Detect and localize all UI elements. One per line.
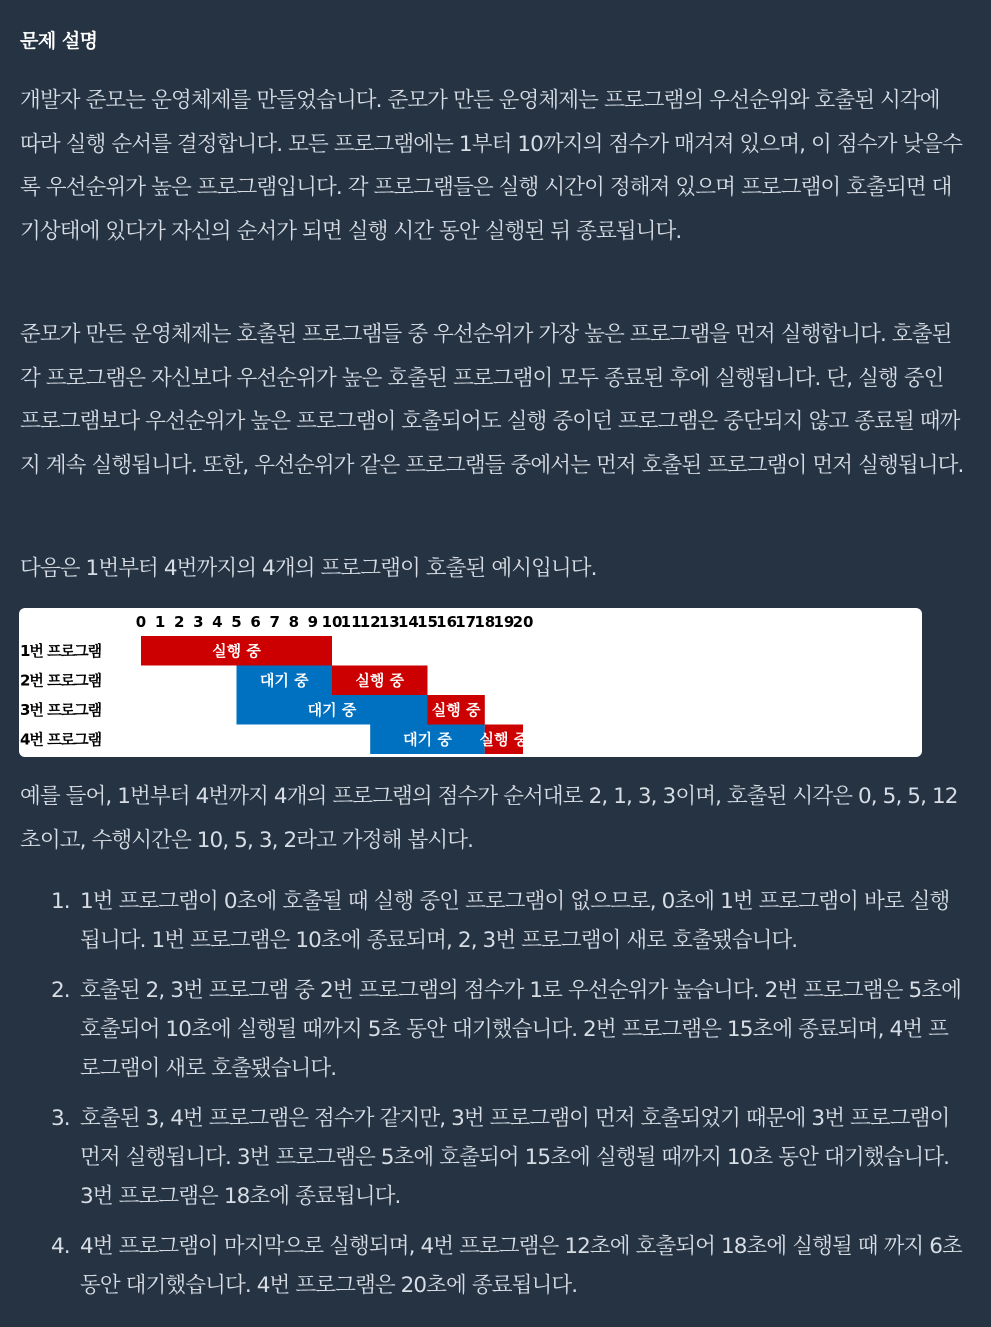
x-tick-label: 19 xyxy=(493,613,515,631)
x-tick-label: 11 xyxy=(340,613,362,631)
x-tick-label: 5 xyxy=(231,613,242,631)
row-label: 3번 프로그램 xyxy=(20,701,102,719)
paragraph-intro: 개발자 준모는 운영체제를 만들었습니다. 준모가 만든 운영체제는 프로그램의 우선순위와 호출된 시각에 따라 실행 순서를 결정합니다. 모든 프로그램에는 1부터 10까지의 점수가 매겨져 있으며, 이 점수가 낮을수록 우선순위가 높은 프로그램입니다. 각 프로그램들은 실행 시간이 정해져 있으며 프로그램이 호출되면 대기상태에 있다가 자신의 순서가 되면 실행 시간 동안 실행된 뒤 종료됩니다. xyxy=(20,88,962,244)
x-tick-label: 2 xyxy=(173,613,185,631)
x-tick-label: 1 xyxy=(154,613,166,631)
step-item xyxy=(20,971,965,1088)
step-text: 호출된 3, 4번 프로그램은 점수가 같지만, 3번 프로그램이 먼저 호출되었기 때문에 3번 프로그램이 먼저 실행됩니다. 3번 프로그램은 5초에 호출되어 15초에 실행될 때까지 10초 동안 대기했습니다. 3번 프로그램은 18초에 종료됩니다. xyxy=(80,1106,950,1209)
x-tick-label: 14 xyxy=(397,613,419,631)
step-item xyxy=(20,1099,965,1216)
step-text: 4번 프로그램이 마지막으로 실행되며, 4번 프로그램은 12초에 호출되어 18초에 실행될 때 까지 6초 동안 대기했습니다. 4번 프로그램은 20초에 종료됩니다. xyxy=(80,1234,962,1298)
x-tick-label: 8 xyxy=(288,613,300,631)
step-item xyxy=(20,882,965,960)
step-item xyxy=(20,1227,965,1305)
step-text: 호출된 2, 3번 프로그램 중 2번 프로그램의 점수가 1로 우선순위가 높습니다. 2번 프로그램은 5초에 호출되어 10초에 실행될 때까지 5초 동안 대기했습니다. 2번 프로그램은 15초에 종료되며, 4번 프로그램이 새로 호출됐습니다. xyxy=(80,978,961,1081)
step-text: 1번 프로그램이 0초에 호출될 때 실행 중인 프로그램이 없으므로, 0초에 1번 프로그램이 바로 실행됩니다. 1번 프로그램은 10초에 종료되며, 2, 3번 프로그램이 새로 호출됐습니다. xyxy=(80,889,950,953)
schedule-chart-svg xyxy=(19,608,922,757)
x-tick-label: 10 xyxy=(321,613,343,631)
bar-label: 대기 중 xyxy=(259,671,309,690)
x-tick-label: 0 xyxy=(135,613,147,631)
bar-label: 실행 중 xyxy=(479,730,529,749)
bar-label: 실행 중 xyxy=(355,671,405,690)
bar-label: 대기 중 xyxy=(403,730,452,749)
step-number: 3. xyxy=(51,1106,70,1131)
step-number: 2. xyxy=(51,978,70,1003)
x-tick-label: 20 xyxy=(512,613,534,631)
section-title: 문제 설명 xyxy=(20,30,98,52)
x-tick-label: 3 xyxy=(193,613,204,631)
schedule-chart xyxy=(19,608,922,757)
bar-label: 실행 중 xyxy=(431,701,481,719)
x-tick-label: 12 xyxy=(359,613,381,631)
x-tick-label: 7 xyxy=(269,613,280,631)
row-label: 1번 프로그램 xyxy=(20,642,102,660)
x-tick-label: 16 xyxy=(436,613,458,631)
x-tick-label: 13 xyxy=(378,613,400,631)
paragraph-example-intro: 다음은 1번부터 4번까지의 4개의 프로그램이 호출된 예시입니다. xyxy=(20,556,597,581)
x-tick-label: 6 xyxy=(250,613,261,631)
row-label: 2번 프로그램 xyxy=(20,671,102,690)
step-number: 1. xyxy=(51,889,70,914)
x-tick-label: 15 xyxy=(417,613,438,631)
step-number: 4. xyxy=(51,1234,70,1259)
x-tick-label: 9 xyxy=(307,613,319,631)
x-tick-label: 4 xyxy=(212,613,223,631)
row-label: 4번 프로그램 xyxy=(20,730,102,749)
x-tick-label: 18 xyxy=(474,613,496,631)
bar-label: 실행 중 xyxy=(212,642,261,660)
x-tick-label: 17 xyxy=(455,613,477,631)
step-list xyxy=(20,882,965,1316)
paragraph-rules: 준모가 만든 운영체제는 호출된 프로그램들 중 우선순위가 가장 높은 프로그램을 먼저 실행합니다. 호출된 각 프로그램은 자신보다 우선순위가 높은 호출된 프로그램이 모두 종료된 후에 실행됩니다. 단, 실행 중인 프로그램보다 우선순위가 높은 프로그램이 호출되어도 실행 중이던 프로그램은 중단되지 않고 종료될 때까지 계속 실행됩니다. 또한, 우선순위가 같은 프로그램들 중에서는 먼저 호출된 프로그램이 먼저 실행됩니다. xyxy=(20,322,964,478)
paragraph-example-setup: 예를 들어, 1번부터 4번까지 4개의 프로그램의 점수가 순서대로 2, 1, 3, 3이며, 호출된 시각은 0, 5, 5, 12초이고, 수행시간은 10, 5, 3, 2라고 가정해 봅시다. xyxy=(20,784,958,853)
bar-label: 대기 중 xyxy=(307,701,357,719)
